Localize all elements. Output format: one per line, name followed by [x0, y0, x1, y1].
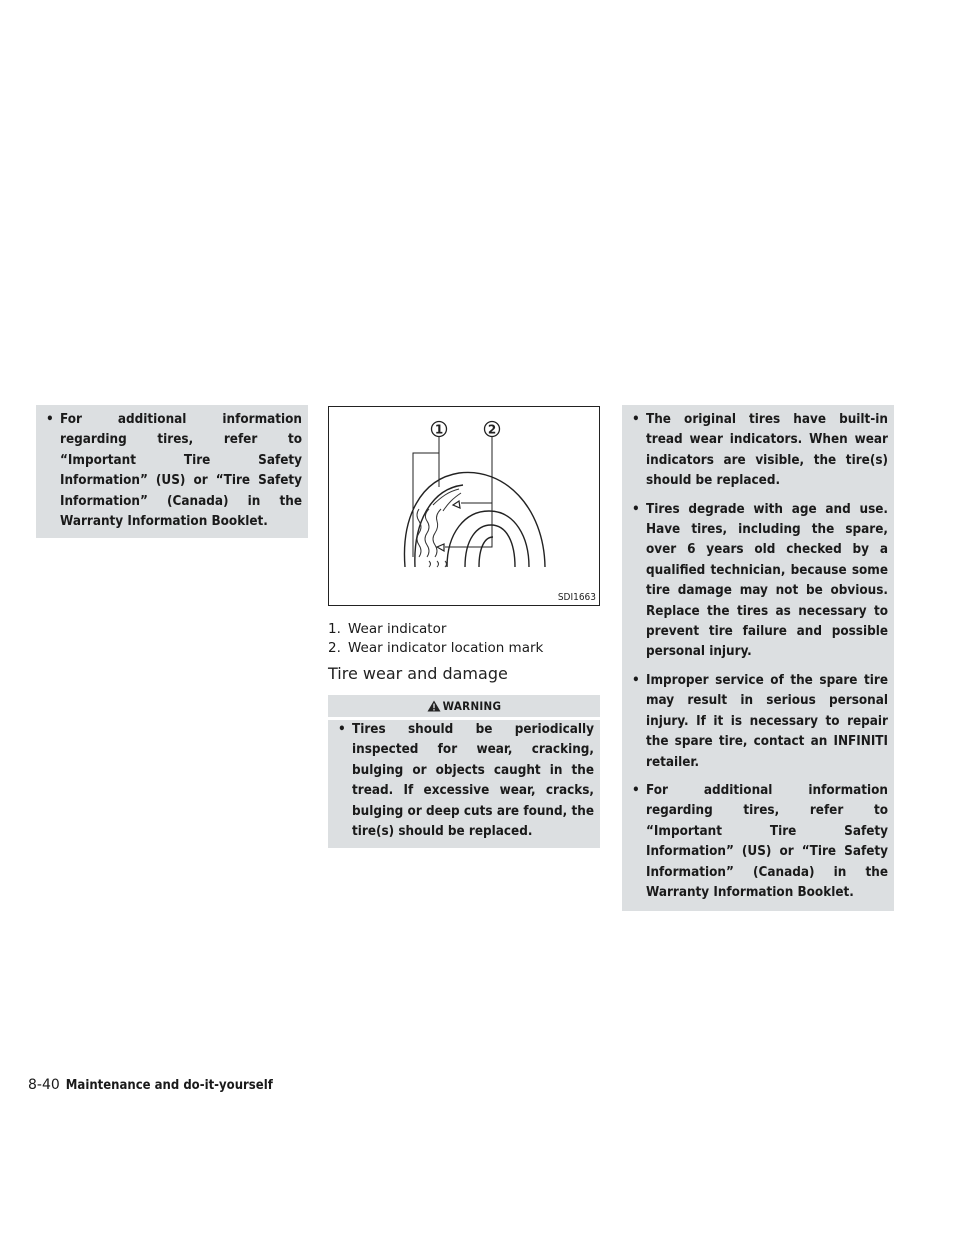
- callout-2-label: 2: [487, 422, 497, 437]
- callout-1-label: 1: [434, 422, 444, 437]
- right-note-box: [622, 405, 894, 911]
- figure-code: SDI1663: [557, 592, 596, 603]
- legend-item: [328, 639, 543, 658]
- left-note-bullet: • For additional information regarding tires, refer to “Important Tire Safety Information” (US) or “Tire Safety Information” (Canada) in the Warranty Information Booklet.: [42, 410, 302, 532]
- page-number: 8-40: [28, 1077, 60, 1093]
- right-note-bullet: • For additional information regarding tires, refer to “Important Tire Safety Information” (US) or “Tire Safety Information” (Canada) in the Warranty Information Booklet.: [628, 781, 888, 903]
- callout-2: [485, 422, 500, 437]
- callout-1: [432, 422, 447, 437]
- legend-number: 1.: [328, 621, 341, 637]
- legend-text: Wear indicator: [348, 621, 447, 637]
- warning-label: WARNING: [442, 699, 502, 713]
- tire-wear-indicator-figure: [328, 406, 600, 606]
- section-heading: Tire wear and damage: [328, 664, 508, 683]
- warning-bullet: • Tires should be periodically inspected for wear, cracking, bulging or objects caught in the tread. If excessive wear, cracks, bulging or deep cuts are found, the tire(s) should be replaced.: [334, 720, 594, 842]
- warning-header: [328, 695, 600, 717]
- footer-section-title: Maintenance and do-it-yourself: [65, 1078, 273, 1093]
- legend-text: Wear indicator location mark: [348, 640, 544, 656]
- left-note-box: [36, 405, 308, 538]
- warning-triangle-icon: [427, 700, 441, 712]
- page-footer: [28, 1077, 273, 1093]
- warning-box: [328, 720, 600, 848]
- right-note-bullet: • The original tires have built-in tread wear indicators. When wear indicators are visible, the tire(s) should be replaced.: [628, 410, 888, 492]
- right-note-bullet: • Tires degrade with age and use. Have tires, including the spare, over 6 years old checked by a qualified technician, because some tire damage may not be obvious. Replace the tires as necessary to prevent tire failure and possible personal injury.: [628, 500, 888, 663]
- legend-number: 2.: [328, 640, 341, 656]
- right-note-bullet: • Improper service of the spare tire may result in serious personal injury. If it is necessary to repair the spare tire, contact an INFINITI retailer.: [628, 671, 888, 773]
- legend-item: [328, 620, 543, 639]
- tire-illustration: [329, 407, 599, 605]
- figure-legend: [328, 620, 543, 658]
